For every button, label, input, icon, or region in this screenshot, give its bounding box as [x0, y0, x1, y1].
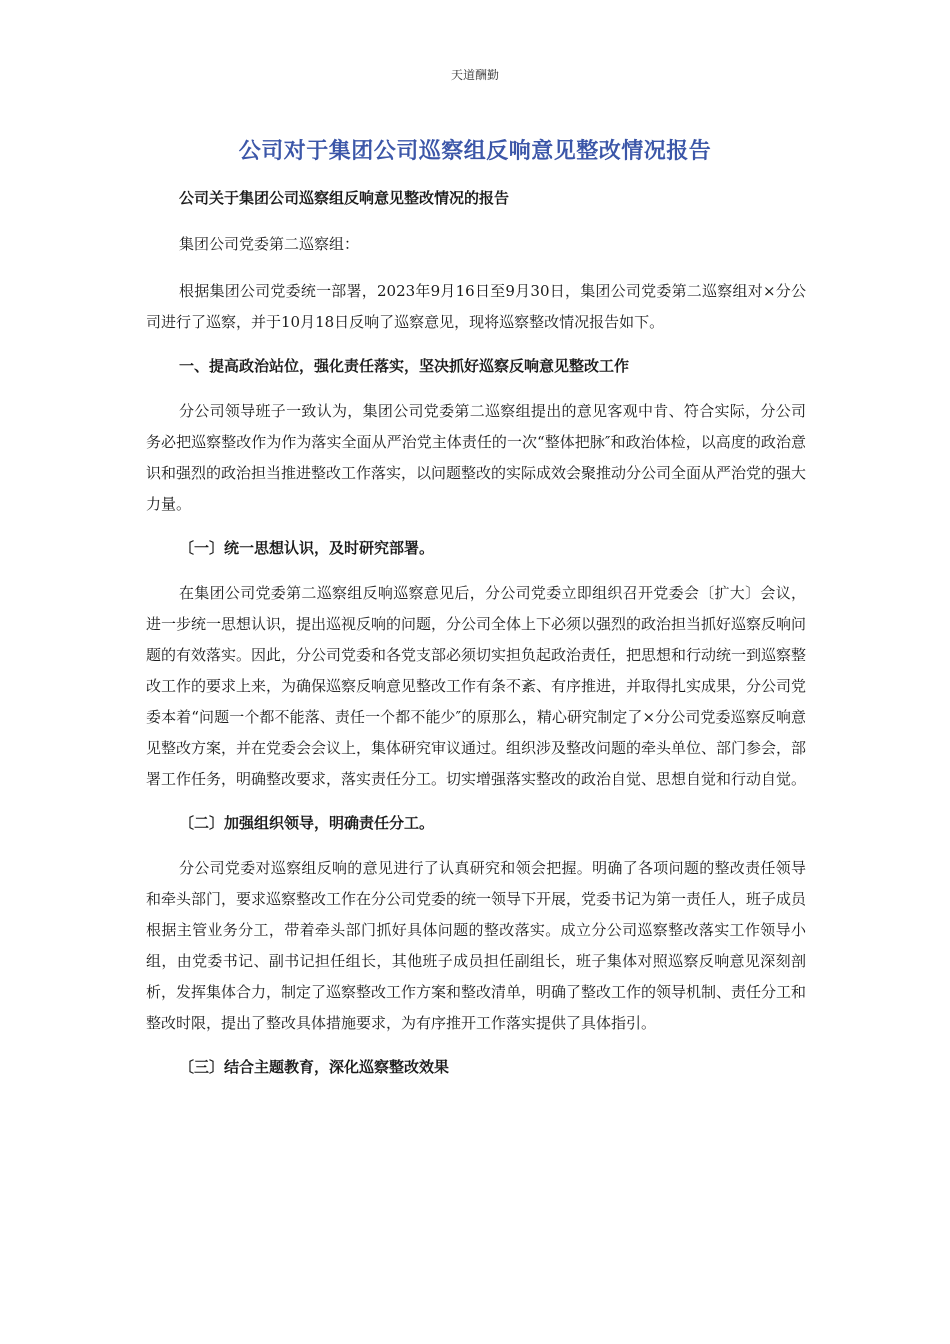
subsection-1-heading: 〔一〕统一思想认识，及时研究部署。: [179, 539, 435, 557]
intro-paragraph: 根据集团公司党委统一部署，2023年9月16日至9月30日，集团公司党委第二巡察组对×分公司进行了巡察，并于10月18日反响了巡察意见，现将巡察整改情况报告如下。: [146, 282, 806, 331]
subsection-3-heading: 〔三〕结合主题教育，深化巡察整改效果: [179, 1058, 450, 1076]
section-1-heading: 一、提高政治站位，强化责任落实，坚决抓好巡察反响意见整改工作: [179, 357, 630, 375]
addressee: 集团公司党委第二巡察组：: [179, 235, 360, 253]
subsection-2-paragraph: 分公司党委对巡察组反响的意见进行了认真研究和领会把握。明确了各项问题的整改责任领导和牵头部门，要求巡察整改工作在分公司党委的统一领导下开展，党委书记为第一责任人，班子成员根据主管业务分工，带着牵头部门抓好具体问题的整改落实。成立分公司巡察整改落实工作领导小组，由党委书记、副书记担任组长，其他班子成员担任副组长，班子集体对照巡察反响意见深刻剖析，发挥集体合力，制定了巡察整改工作方案和整改清单，明确了整改工作的领导机制、责任分工和整改时限，提出了整改具体措施要求，为有序推开工作落实提供了具体指引。: [146, 859, 807, 1032]
document-title: 公司对于集团公司巡察组反响意见整改情况报告: [238, 139, 712, 164]
subsection-2-heading: 〔二〕加强组织领导，明确责任分工。: [179, 814, 435, 832]
section-1-paragraph: 分公司领导班子一致认为，集团公司党委第二巡察组提出的意见客观中肯、符合实际，分公司务必把巡察整改作为作为落实全面从严治党主体责任的一次“整体把脉″和政治体检，以高度的政治意识和强烈的政治担当推进整改工作落实，以问题整改的实际成效会聚推动分公司全面从严治党的强大力量。: [146, 402, 807, 513]
header-mark: 天道酬勤: [450, 68, 499, 82]
subsection-1-paragraph: 在集团公司党委第二巡察组反响巡察意见后，分公司党委立即组织召开党委会〔扩大〕会议，进一步统一思想认识，提出巡视反响的问题，分公司全体上下必须以强烈的政治担当抓好巡察反响问题的有效落实。因此，分公司党委和各党支部必须切实担负起政治责任，把思想和行动统一到巡察整改工作的要求上来，为确保巡察反响意见整改工作有条不紊、有序推进，并取得扎实成果，分公司党委本着“问题一个都不能落、责任一个都不能少″的原那么，精心研究制定了×分公司党委巡察反响意见整改方案，并在党委会会议上，集体研究审议通过。组织涉及整改问题的牵头单位、部门参会，部署工作任务，明确整改要求，落实责任分工。切实增强落实整改的政治自觉、思想自觉和行动自觉。: [146, 584, 807, 788]
document-body: [146, 184, 806, 1097]
document-subtitle: 公司关于集团公司巡察组反响意见整改情况的报告: [179, 189, 510, 207]
